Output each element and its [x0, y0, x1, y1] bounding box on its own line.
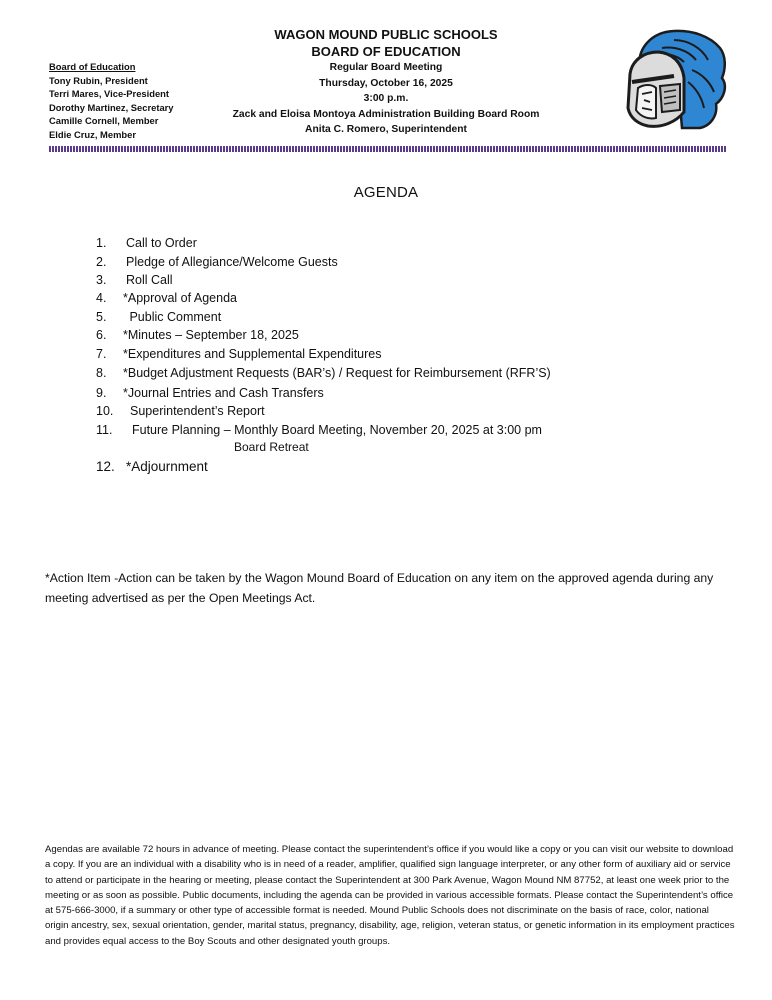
action-item-note: *Action Item -Action can be taken by the Wagon Mound Board of Education on any item on the approved agenda during any meeting advertised as per the Open Meetings Act. — [45, 571, 714, 605]
agenda-item-number: 6. — [96, 328, 107, 342]
agenda-item — [96, 459, 208, 474]
agenda-item — [96, 328, 299, 342]
agenda-subitem: Board Retreat — [234, 440, 309, 454]
agenda-item-number: 10. — [96, 404, 114, 418]
agenda-item-text: *Minutes – September 18, 2025 — [123, 328, 299, 342]
agenda-item-text: Future Planning – Monthly Board Meeting, November 20, 2025 at 3:00 pm — [132, 423, 542, 437]
agenda-title: AGENDA — [353, 184, 419, 201]
agenda-item — [96, 310, 221, 324]
agenda-item — [96, 386, 324, 400]
agenda-item-text: *Journal Entries and Cash Transfers — [123, 386, 324, 400]
board-member: Dorothy Martinez, Secretary — [49, 101, 174, 113]
spartan-helmet-logo — [622, 26, 728, 134]
board-members-block — [49, 60, 219, 142]
agenda-item-number: 12. — [96, 459, 115, 474]
agenda-item-text: Public Comment — [126, 310, 222, 324]
agenda-item-number: 8. — [96, 366, 107, 380]
agenda-item-text: Call to Order — [126, 236, 197, 250]
meeting-location: Zack and Eloisa Montoya Administration Building Board Room — [232, 108, 540, 120]
agenda-item — [96, 273, 173, 287]
agenda-item-number: 7. — [96, 347, 107, 361]
school-name: WAGON MOUND PUBLIC SCHOOLS — [274, 27, 498, 42]
board-member: Terri Mares, Vice-President — [49, 88, 170, 100]
agenda-item-text: Superintendent’s Report — [130, 404, 265, 418]
agenda-item — [96, 255, 338, 269]
agenda-item-text: Pledge of Allegiance/Welcome Guests — [126, 255, 338, 269]
agenda-item-number: 5. — [96, 310, 107, 324]
superintendent-name: Anita C. Romero, Superintendent — [305, 124, 467, 135]
agenda-item — [96, 423, 542, 437]
agenda-item — [96, 366, 551, 380]
agenda-item-text: *Adjournment — [126, 459, 208, 474]
board-member: Eldie Cruz, Member — [49, 128, 136, 140]
agenda-item-text: *Approval of Agenda — [123, 291, 237, 305]
agenda-item — [96, 236, 197, 250]
meeting-date: Thursday, October 16, 2025 — [319, 77, 453, 89]
agenda-item-number: 1. — [96, 236, 107, 250]
meeting-type: Regular Board Meeting — [329, 62, 443, 73]
accessibility-notice: Agendas are available 72 hours in advance of meeting. Please contact the superintendent’s office if you would like a copy or you can visit our website to download a copy. If you are an individual with a disability who is in need of a reader, amplifier, qualified sign language interpreter, or any other form of auxiliary aid or service to attend or participate in the hearing or meeting, please contact the Superintendent at 300 Park Avenue, Wagon Mound NM 87752, at least one week prior to the meeting or as soon as possible. Public documents, including the agenda can be provided in various accessible formats. Please contact the Superintendent’s office at 575-666-3000, if a summary or other type of accessible format is needed. Mound Public Schools does not discriminate on the basis of race, color, national origin ancestry, sex, sexual orientation, gender, marital status, pregnancy, disability, age, religion, veteran status, or genetic information in its employment practices and provides equal access to the Boy Scouts and other designated youth groups. — [45, 844, 735, 947]
agenda-item-text: *Expenditures and Supplemental Expenditures — [123, 347, 382, 361]
agenda-item-text: Roll Call — [126, 273, 173, 287]
agenda-item-number: 3. — [96, 273, 107, 287]
agenda-item-number: 9. — [96, 386, 107, 400]
board-member: Camille Cornell, Member — [49, 115, 159, 127]
meeting-header — [200, 26, 572, 138]
agenda-item — [96, 404, 265, 418]
agenda-item-number: 4. — [96, 291, 107, 305]
meeting-time: 3:00 p.m. — [363, 93, 409, 104]
agenda-item-text: *Budget Adjustment Requests (BAR’s) / Request for Reimbursement (RFR’S) — [123, 366, 551, 380]
board-member: Tony Rubin, President — [49, 74, 148, 86]
agenda-item — [96, 347, 382, 361]
agenda-item-number: 2. — [96, 255, 107, 269]
agenda-item-number: 11. — [96, 423, 113, 437]
header-divider — [49, 146, 727, 152]
board-heading: Board of Education — [49, 61, 136, 72]
board-title: BOARD OF EDUCATION — [311, 44, 461, 59]
agenda-item — [96, 291, 237, 305]
